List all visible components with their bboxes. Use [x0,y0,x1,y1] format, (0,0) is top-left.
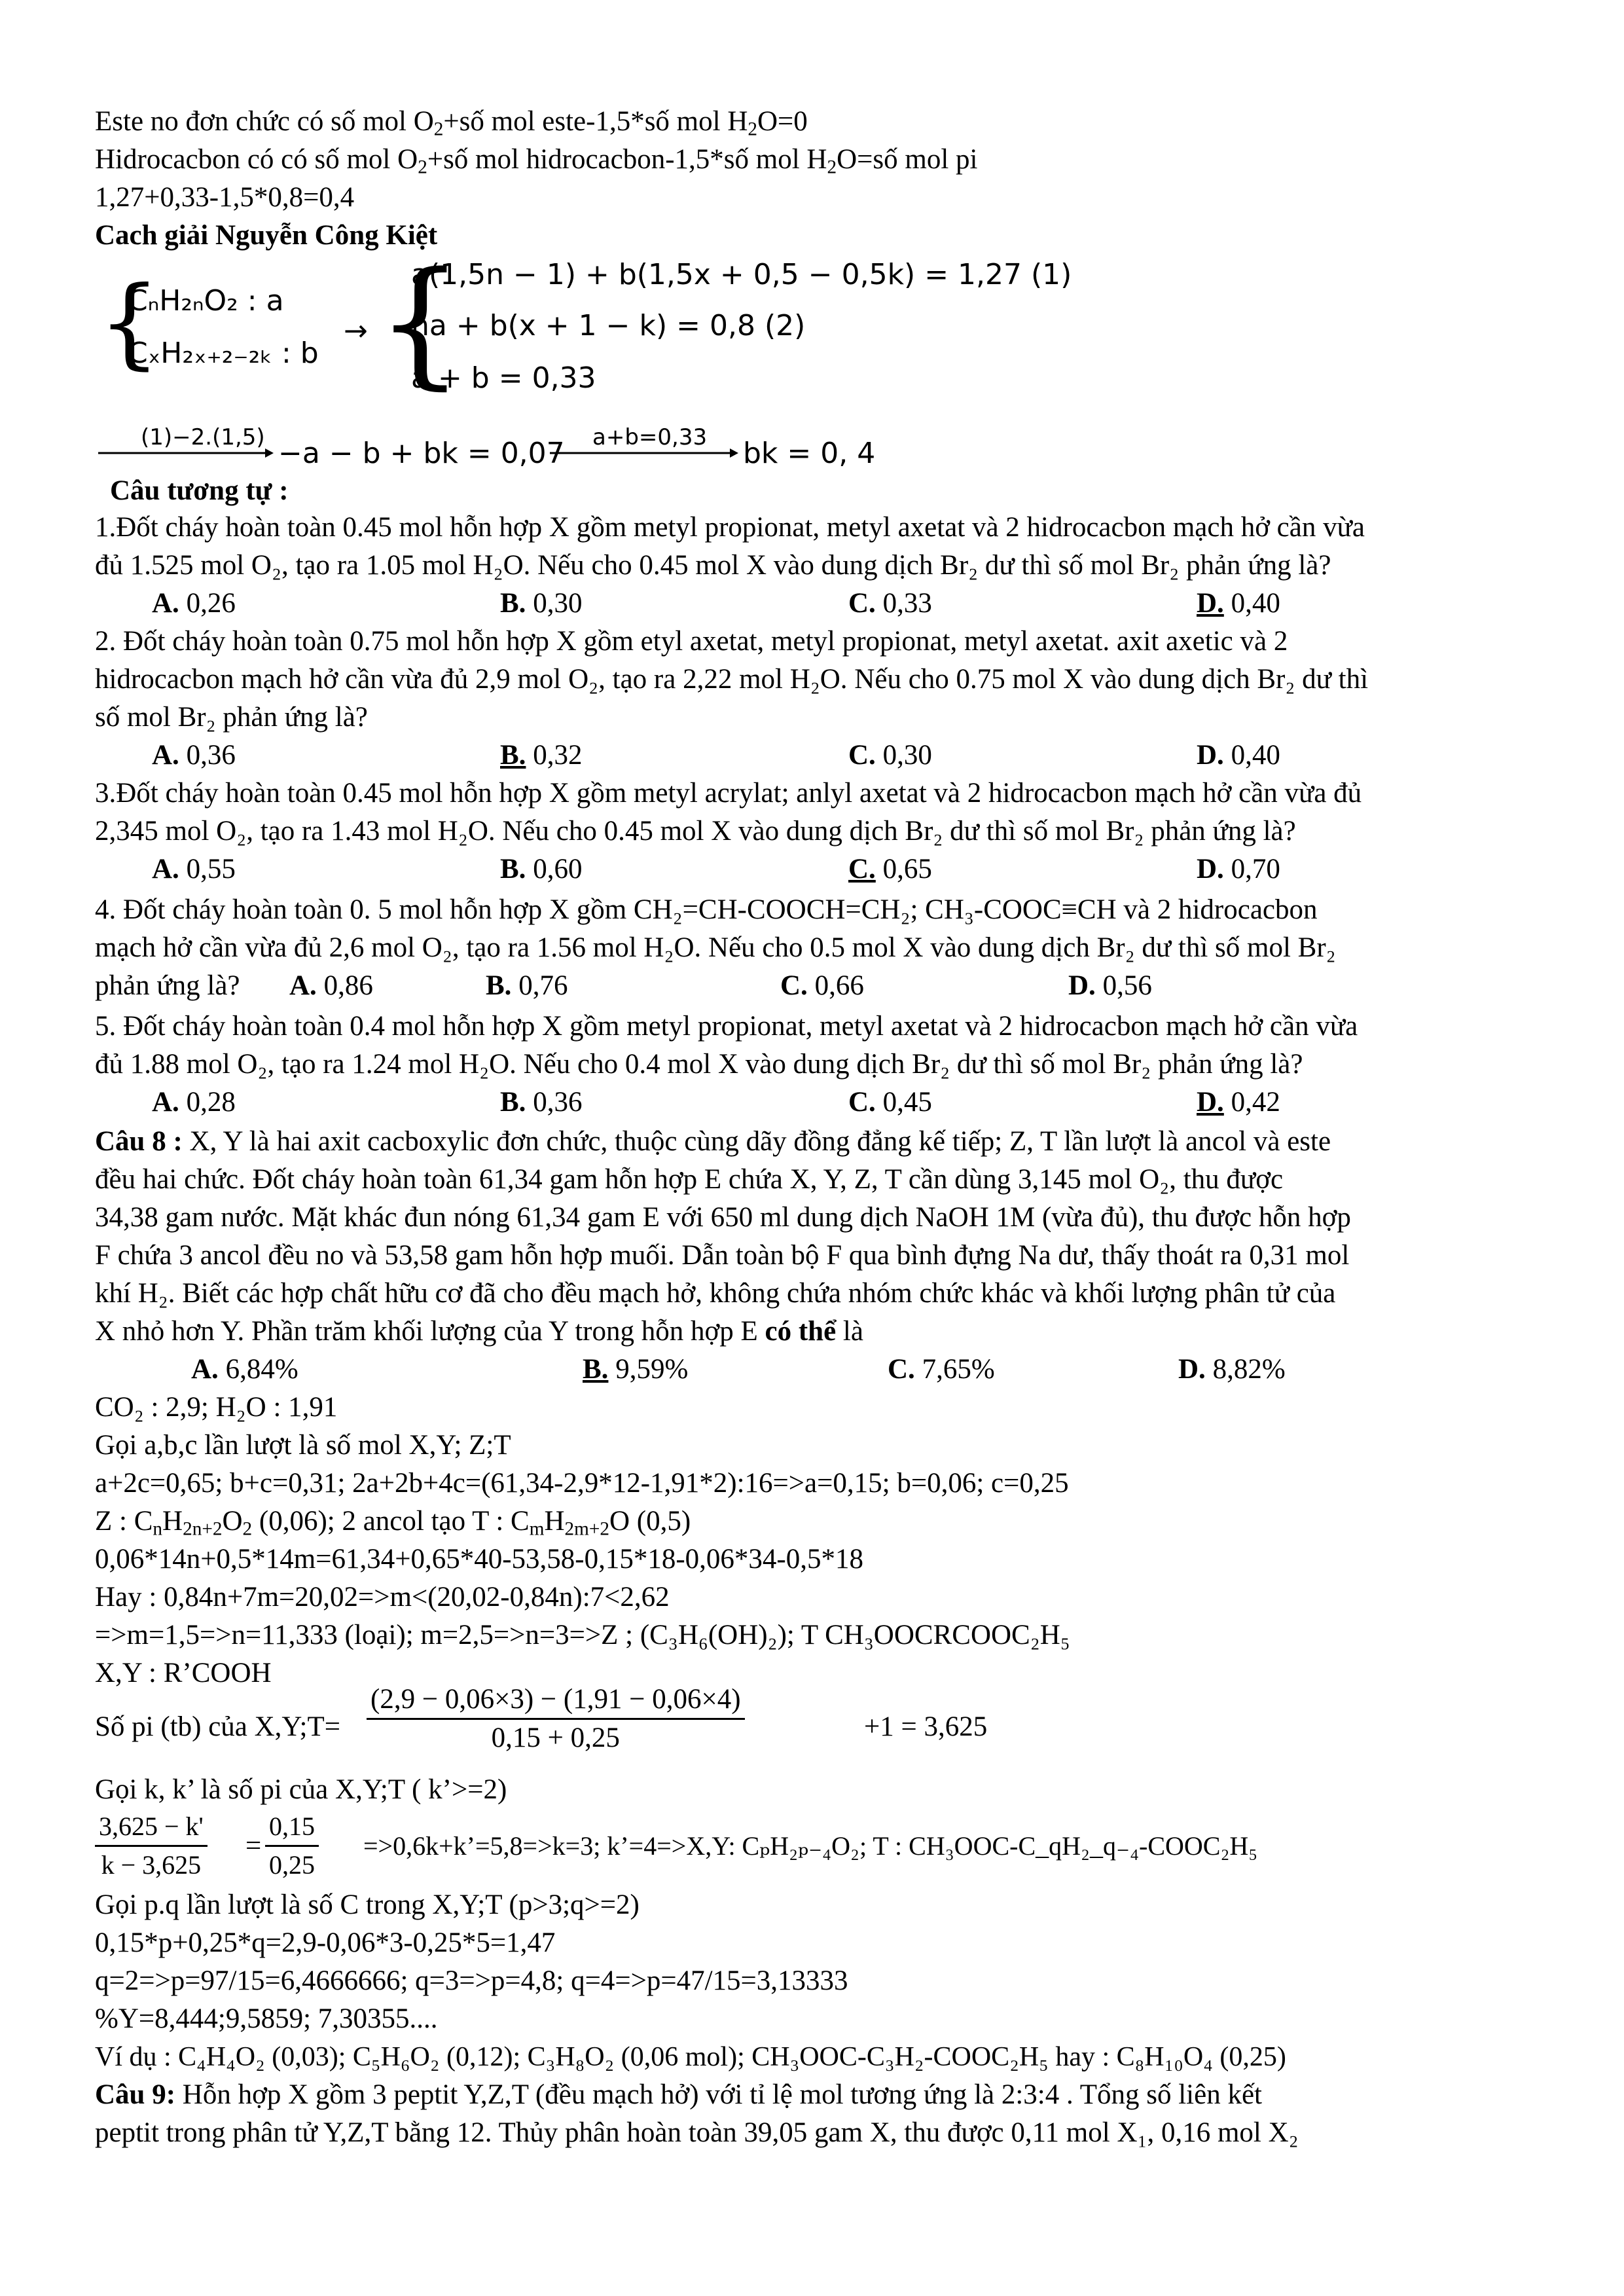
k-fraction-left-numerator: 3,625 − k' [95,1808,208,1847]
cau9-line-2: peptit trong phân tử Y,Z,T bằng 12. Thủy phân hoàn toàn 39,05 gam X, thu được 0,11 mol X₁, 0,16 mol X₂ [95,2117,1299,2148]
cau8-option-c: C. 7,65% [888,1354,995,1385]
cau8-line-5: khí H₂. Biết các hợp chất hữu cơ đã cho đều mạch hở, không chứa nhóm chức khác và khối lượng phân tử của [95,1278,1336,1309]
k-fraction-right [265,1808,319,1884]
q3-line-1: 3.Đốt cháy hoàn toàn 0.45 mol hỗn hợp X gồm metyl acrylat; anlyl axetat và 2 hidrocacbon mạch hở cần vừa đủ [95,778,1362,809]
q5-line-1: 5. Đốt cháy hoàn toàn 0.4 mol hỗn hợp X gồm metyl propionat, metyl axetat và 2 hidrocacbon mạch hở cần vừa [95,1011,1358,1042]
q1-line-2: đủ 1.525 mol O₂, tạo ra 1.05 mol H₂O. Nếu cho 0.45 mol X vào dung dịch Br₂ dư thì số mol Br₂ phản ứng là? [95,550,1331,581]
q3-option-d: D. 0,70 [1197,854,1280,884]
pi-average-fraction [367,1681,745,1757]
k-fraction-right-numerator: 0,15 [265,1808,319,1847]
q5-line-2: đủ 1.88 mol O₂, tạo ra 1.24 mol H₂O. Nếu cho 0.4 mol X vào dung dịch Br₂ dư thì số mol Br₂ phản ứng là? [95,1049,1303,1080]
k-fraction-left-denominator: k − 3,625 [101,1850,202,1880]
q4-line-1: 4. Đốt cháy hoàn toàn 0. 5 mol hỗn hợp X gồm CH₂=CH-COOCH=CH₂; CH₃-COOC≡CH và 2 hidrocacbon [95,894,1318,925]
step-arrow-1 [98,446,275,460]
intro-line-1: Este no đơn chức có số mol $O_2+số$ mol este-1,5*số mol $H_2O=0$ [95,106,808,140]
q1-option-b: B. 0,30 [500,588,583,619]
right-brace: { [376,242,464,403]
sol-line-9-suffix: +1 = 3,625 [864,1711,988,1742]
system-right-1: a(1,5n − 1) + b(1,5x + 0,5 − 0,5k) = 1,27 (1) [411,258,1072,291]
pi-fraction-denominator: 0,15 + 0,25 [491,1722,620,1753]
system-right-2: na + b(x + 1 − k) = 0,8 (2) [411,309,806,342]
sol-line-14: q=2=>p=97/15=6,4666666; q=3=>p=4,8; q=4=>p=47/15=3,13333 [95,1965,848,1996]
q2-option-b: B. 0,32 [500,740,583,771]
q2-option-a: A. 0,36 [152,740,236,771]
sol-line-9-prefix: Số pi (tb) của X,Y;T= [95,1711,340,1742]
sol-line-2: Gọi a,b,c lần lượt là số mol X,Y; Z;T [95,1430,511,1461]
q3-option-a: A. 0,55 [152,854,236,884]
q4-option-d: D. 0,56 [1068,970,1152,1001]
q4-option-b: B. 0,76 [486,970,568,1001]
sol-line-8: X,Y : R’COOH [95,1658,272,1688]
system-right-3: a + b = 0,33 [411,361,596,395]
q4-option-a: A. 0,86 [289,970,373,1001]
sol-line-16: Ví dụ : C₄H₄O₂ (0,03); C₅H₆O₂ (0,12); C₃H₈O₂ (0,06 mol); CH₃OOC-C₃H₂-COOC₂H₅ hay : C₈H₁₀O₄ (0,25) [95,2042,1286,2072]
cau9-line-1: Câu 9: Hỗn hợp X gồm 3 peptit Y,Z,T (đều mạch hở) với tỉ lệ mol tương ứng là 2:3:4 . Tổng số liên kết [95,2079,1262,2110]
k-fraction-right-denominator: 0,25 [269,1850,315,1880]
system-left-1: CₙH₂ₙO₂ : a [128,284,284,318]
q4-line-3: phản ứng là? [95,970,240,1001]
q2-option-d: D. 0,40 [1197,740,1280,771]
q2-option-c: C. 0,30 [848,740,932,771]
q4-line-2: mạch hở cần vừa đủ 2,6 mol O₂, tạo ra 1.56 mol H₂O. Nếu cho 0.5 mol X vào dung dịch Br₂ dư thì số mol Br₂ [95,932,1336,963]
sol-line-11-suffix: =>0,6k+k’=5,8=>k=3; k’=4=>X,Y: CₚH₂ₚ₋₄O₂; T : CH₃OOC-C_qH₂_q₋₄-COOC₂H₅ [363,1831,1258,1861]
q2-line-2: hidrocacbon mạch hở cần vừa đủ 2,9 mol O₂, tạo ra 2,22 mol H₂O. Nếu cho 0.75 mol X vào dung dịch Br₂ dư thì [95,664,1369,695]
sol-line-7: =>m=1,5=>n=11,333 (loại); m=2,5=>n=3=>Z ; (C₃H₆(OH)₂); T CH₃OOCRCOOC₂H₅ [95,1620,1070,1650]
q3-line-2: 2,345 mol O₂, tạo ra 1.43 mol H₂O. Nếu cho 0.45 mol X vào dung dịch Br₂ dư thì số mol Br₂ phản ứng là? [95,816,1296,847]
sol-line-13: 0,15*p+0,25*q=2,9-0,06*3-0,25*5=1,47 [95,1927,556,1958]
step-arrow-2 [550,446,740,460]
q1-line-1: 1.Đốt cháy hoàn toàn 0.45 mol hỗn hợp X gồm metyl propionat, metyl axetat và 2 hidrocacbon mạch hở cần vừa [95,512,1365,543]
cau8-line-1: Câu 8 : X, Y là hai axit cacboxylic đơn chức, thuộc cùng dãy đồng đẳng kế tiếp; Z, T lần lượt là ancol và este [95,1126,1331,1157]
q5-option-a: A. 0,28 [152,1087,236,1118]
q2-line-1: 2. Đốt cháy hoàn toàn 0.75 mol hỗn hợp X gồm etyl axetat, metyl propionat, metyl axetat. axit axetic và 2 [95,626,1288,657]
cau8-line-3: 34,38 gam nước. Mặt khác đun nóng 61,34 gam E với 650 ml dung dịch NaOH 1M (vừa đủ), thu được hỗn hợp [95,1202,1351,1233]
step-label-1: (1)−2.(1,5) [141,424,265,450]
system-arrow: → [344,314,368,348]
similar-heading: Câu tương tự : [110,475,289,506]
cau8-option-a: A. 6,84% [191,1354,298,1385]
q2-line-3: số mol Br₂ phản ứng là? [95,702,368,733]
cau8-line-4: F chứa 3 ancol đều no và 53,58 gam hỗn hợp muối. Dẫn toàn bộ F qua bình đựng Na dư, thấy thoát ra 0,31 mol [95,1240,1350,1271]
q1-option-c: C. 0,33 [848,588,932,619]
sol-line-6: Hay : 0,84n+7m=20,02=>m<(20,02-0,84n):7<2,62 [95,1582,670,1613]
sol-line-3: a+2c=0,65; b+c=0,31; 2a+2b+4c=(61,34-2,9*12-1,91*2):16=>a=0,15; b=0,06; c=0,25 [95,1468,1069,1499]
sol-line-5: 0,06*14n+0,5*14m=61,34+0,65*40-53,58-0,15*18-0,06*34-0,5*18 [95,1544,863,1575]
q4-option-c: C. 0,66 [780,970,864,1001]
k-fraction-left [95,1808,208,1884]
step-label-2: a+b=0,33 [592,424,708,450]
pi-fraction-numerator: (2,9 − 0,06×3) − (1,91 − 0,06×4) [367,1681,745,1720]
system-left-2: CₓH₂ₓ₊₂₋₂ₖ : b [128,337,319,370]
intro-line-3: 1,27+0,33-1,5*0,8=0,4 [95,182,355,213]
intro-line-2: Hidrocacbon có có số mol $O_2+số$ mol hidrocacbon-1,5*số mol $H_2O=số$ mol pi [95,144,978,178]
sol-line-4: Z : $C_nH_{2n+2}O_2$ (0,06); 2 ancol tạo T : $C_mH_{2m+2}O$ (0,5) [95,1506,691,1540]
cau8-option-b: B. 9,59% [583,1354,689,1385]
solution-heading: Cach giải Nguyễn Công Kiệt [95,220,438,251]
cau8-line-6: X nhỏ hơn Y. Phần trăm khối lượng của Y trong hỗn hợp E có thể là [95,1316,863,1347]
q1-option-d: D. 0,40 [1197,588,1280,619]
step-final: bk = 0, 4 [743,437,876,470]
k-fraction-equals: = [245,1831,262,1861]
q1-option-a: A. 0,26 [152,588,236,619]
left-brace: { [98,266,161,380]
q5-option-c: C. 0,45 [848,1087,932,1118]
sol-line-15: %Y=8,444;9,5859; 7,30355.... [95,2003,438,2034]
q5-option-b: B. 0,36 [500,1087,583,1118]
cau8-option-d: D. 8,82% [1178,1354,1286,1385]
sol-line-10: Gọi k, k’ là số pi của X,Y;T ( k’>=2) [95,1774,507,1805]
q3-option-c: C. 0,65 [848,854,932,884]
sol-line-1: CO₂ : 2,9; H₂O : 1,91 [95,1392,338,1423]
cau8-line-2: đều hai chức. Đốt cháy hoàn toàn 61,34 gam hỗn hợp E chứa X, Y, Z, T cần dùng 3,145 mol O₂, thu được [95,1164,1284,1195]
q5-option-d: D. 0,42 [1197,1087,1280,1118]
sol-line-12: Gọi p.q lần lượt là số C trong X,Y;T (p>3;q>=2) [95,1889,640,1920]
q3-option-b: B. 0,60 [500,854,583,884]
step-result: −a − b + bk = 0,07 [278,437,565,470]
